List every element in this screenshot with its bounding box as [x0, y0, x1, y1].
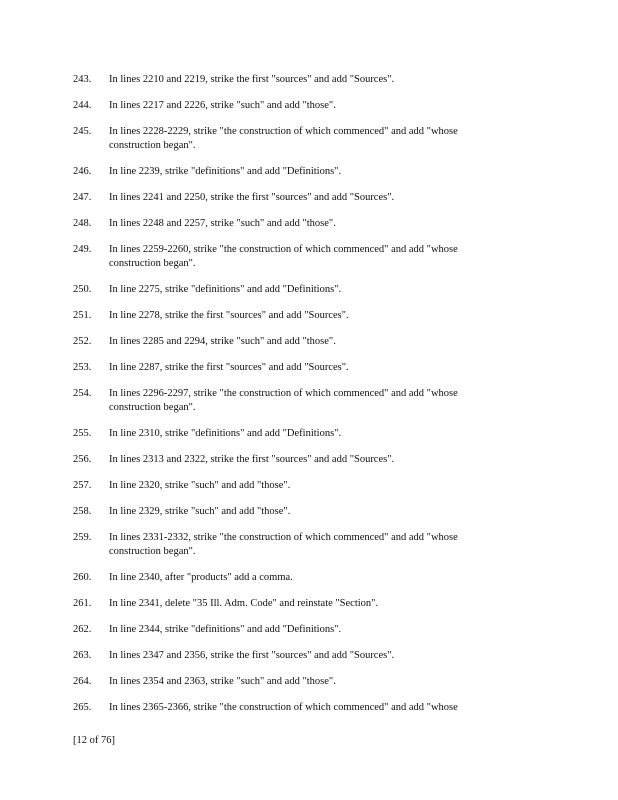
item-text-line: In lines 2228-2229, strike "the construction of which commenced" and add "whose: [109, 126, 458, 137]
item-text-line: In lines 2347 and 2356, strike the first "sources" and add "Sources".: [109, 650, 395, 661]
item-text-line: construction began".: [109, 546, 196, 557]
item-text: [109, 675, 513, 689]
item-text: [109, 571, 513, 585]
item-text: [109, 387, 513, 415]
item-text-line: In lines 2365-2366, strike "the construction of which commenced" and add "whose: [109, 702, 458, 713]
item-text: [109, 73, 513, 87]
item-text: [109, 649, 513, 663]
item-number: 254.: [73, 388, 92, 399]
item-text: [109, 165, 513, 179]
item-number: 253.: [73, 362, 92, 373]
item-number: 251.: [73, 310, 92, 321]
item-text-line: construction began".: [109, 140, 196, 151]
item-text-line: In line 2344, strike "definitions" and add "Definitions".: [109, 624, 342, 635]
item-text-line: In line 2287, strike the first "sources" and add "Sources".: [109, 362, 349, 373]
item-number: 255.: [73, 428, 92, 439]
item-text-line: In line 2320, strike "such" and add "those".: [109, 480, 291, 491]
item-number: 262.: [73, 624, 92, 635]
item-number: 245.: [73, 126, 92, 137]
item-text: [109, 243, 513, 271]
item-number: 257.: [73, 480, 92, 491]
item-text: [109, 283, 513, 297]
item-number: 261.: [73, 598, 92, 609]
item-text-line: In line 2275, strike "definitions" and add "Definitions".: [109, 284, 342, 295]
item-text-line: In line 2278, strike the first "sources" and add "Sources".: [109, 310, 349, 321]
item-text: [109, 505, 513, 519]
item-number: 248.: [73, 218, 92, 229]
item-text-line: construction began".: [109, 402, 196, 413]
item-text-line: construction began".: [109, 258, 196, 269]
item-number: 250.: [73, 284, 92, 295]
item-text-line: In line 2329, strike "such" and add "those".: [109, 506, 291, 517]
item-number: 259.: [73, 532, 92, 543]
item-text-line: In lines 2248 and 2257, strike "such" and add "those".: [109, 218, 336, 229]
item-number: 258.: [73, 506, 92, 517]
item-text: [109, 335, 513, 349]
item-text: [109, 309, 513, 323]
item-number: 252.: [73, 336, 92, 347]
item-text-line: In lines 2285 and 2294, strike "such" and add "those".: [109, 336, 336, 347]
item-text: [109, 453, 513, 467]
item-text-line: In line 2341, delete "35 Ill. Adm. Code" and reinstate "Section".: [109, 598, 379, 609]
page-footer: [12 of 76]: [73, 735, 115, 746]
item-text-line: In lines 2296-2297, strike "the construction of which commenced" and add "whose: [109, 388, 458, 399]
item-text: [109, 427, 513, 441]
item-text-line: In lines 2210 and 2219, strike the first "sources" and add "Sources".: [109, 74, 395, 85]
item-text: [109, 597, 513, 611]
item-text-line: In lines 2241 and 2250, strike the first "sources" and add "Sources".: [109, 192, 395, 203]
item-text: [109, 125, 513, 153]
item-number: 249.: [73, 244, 92, 255]
item-number: 260.: [73, 572, 92, 583]
item-text-line: In line 2239, strike "definitions" and add "Definitions".: [109, 166, 342, 177]
item-text: [109, 623, 513, 637]
item-text: [109, 531, 513, 559]
item-number: 246.: [73, 166, 92, 177]
item-text: [109, 217, 513, 231]
item-number: 263.: [73, 650, 92, 661]
item-number: 244.: [73, 100, 92, 111]
item-text-line: In line 2340, after "products" add a comma.: [109, 572, 293, 583]
item-number: 256.: [73, 454, 92, 465]
item-text-line: In lines 2259-2260, strike "the construction of which commenced" and add "whose: [109, 244, 458, 255]
item-text-line: In line 2310, strike "definitions" and add "Definitions".: [109, 428, 342, 439]
item-number: 265.: [73, 702, 92, 713]
item-text: [109, 99, 513, 113]
item-text: [109, 361, 513, 375]
item-text: [109, 701, 513, 715]
item-text-line: In lines 2313 and 2322, strike the first "sources" and add "Sources".: [109, 454, 395, 465]
item-text: [109, 191, 513, 205]
item-number: 243.: [73, 74, 92, 85]
item-number: 264.: [73, 676, 92, 687]
item-text-line: In lines 2217 and 2226, strike "such" and add "those".: [109, 100, 336, 111]
item-text-line: In lines 2331-2332, strike "the construction of which commenced" and add "whose: [109, 532, 458, 543]
item-number: 247.: [73, 192, 92, 203]
item-text-line: In lines 2354 and 2363, strike "such" and add "those".: [109, 676, 336, 687]
item-text: [109, 479, 513, 493]
